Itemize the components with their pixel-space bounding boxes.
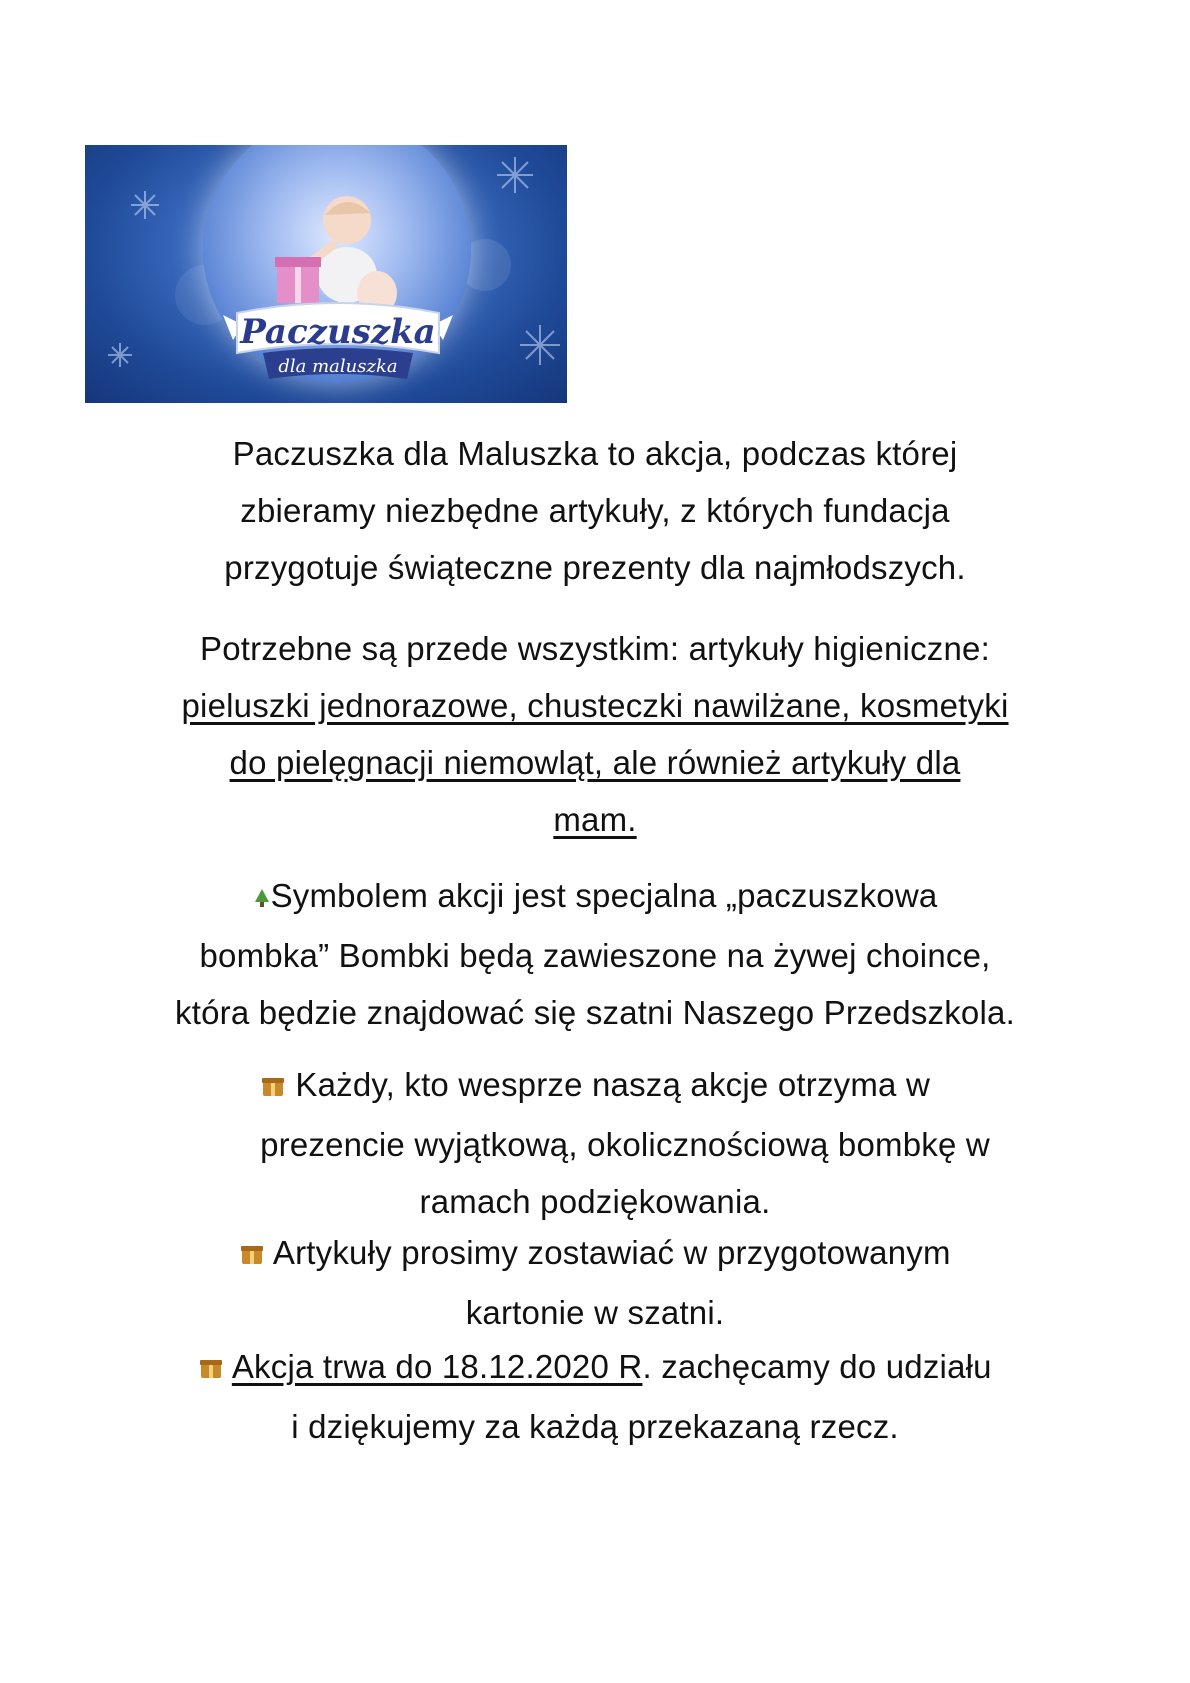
underlined-line: do pielęgnacji niemowląt, ale również artykuły dla <box>229 744 961 781</box>
text-line: Symbolem akcji jest specjalna „paczuszkowa <box>270 877 938 914</box>
needs-paragraph <box>130 620 1060 848</box>
text-line: zbieramy niezbędne artykuły, z których fundacja <box>240 492 950 529</box>
text-line: która będzie znajdować się szatni Naszego Przedszkola. <box>175 993 1015 1031</box>
text-line: bombka” Bombki będą zawieszone na żywej choince, <box>199 936 991 974</box>
text-line: . zachęcamy do udziału <box>642 1348 992 1385</box>
gift-paragraph <box>130 1056 1060 1230</box>
banner-subtitle: dla maluszka <box>278 356 398 377</box>
text-line: Każdy, kto wesprze naszą akcje otrzyma w <box>295 1066 930 1103</box>
gift-icon <box>198 1341 224 1398</box>
underlined-line: pieluszki jednorazowe, chusteczki nawilżane, kosmetyki <box>181 687 1009 724</box>
drop-paragraph <box>130 1224 1060 1341</box>
gift-icon <box>260 1059 286 1116</box>
banner-title: Paczuszka <box>240 312 436 352</box>
text-line: kartonie w szatni. <box>465 1293 725 1331</box>
banner-image <box>85 145 567 403</box>
text-line: Artykuły prosimy zostawiać w przygotowanym <box>272 1234 951 1271</box>
symbol-paragraph <box>130 867 1060 1041</box>
text-line: ramach podziękowania. <box>419 1182 771 1220</box>
tree-icon <box>253 870 271 927</box>
text-line: i dziękujemy za każdą przekazaną rzecz. <box>291 1407 899 1445</box>
intro-paragraph <box>130 425 1060 596</box>
underlined-line: mam. <box>553 801 637 838</box>
text-line: Paczuszka dla Maluszka to akcja, podczas której <box>232 435 958 472</box>
banner-ribbon <box>223 295 453 385</box>
gift-icon <box>239 1227 265 1284</box>
text-line: prezencie wyjątkową, okolicznościową bombkę w <box>260 1125 990 1163</box>
text-line: Potrzebne są przede wszystkim: artykuły higieniczne: <box>200 630 990 667</box>
text-line: przygotuje świąteczne prezenty dla najmłodszych. <box>224 549 966 586</box>
deadline-paragraph <box>130 1338 1060 1455</box>
deadline-date: Akcja trwa do 18.12.2020 R <box>231 1348 643 1385</box>
